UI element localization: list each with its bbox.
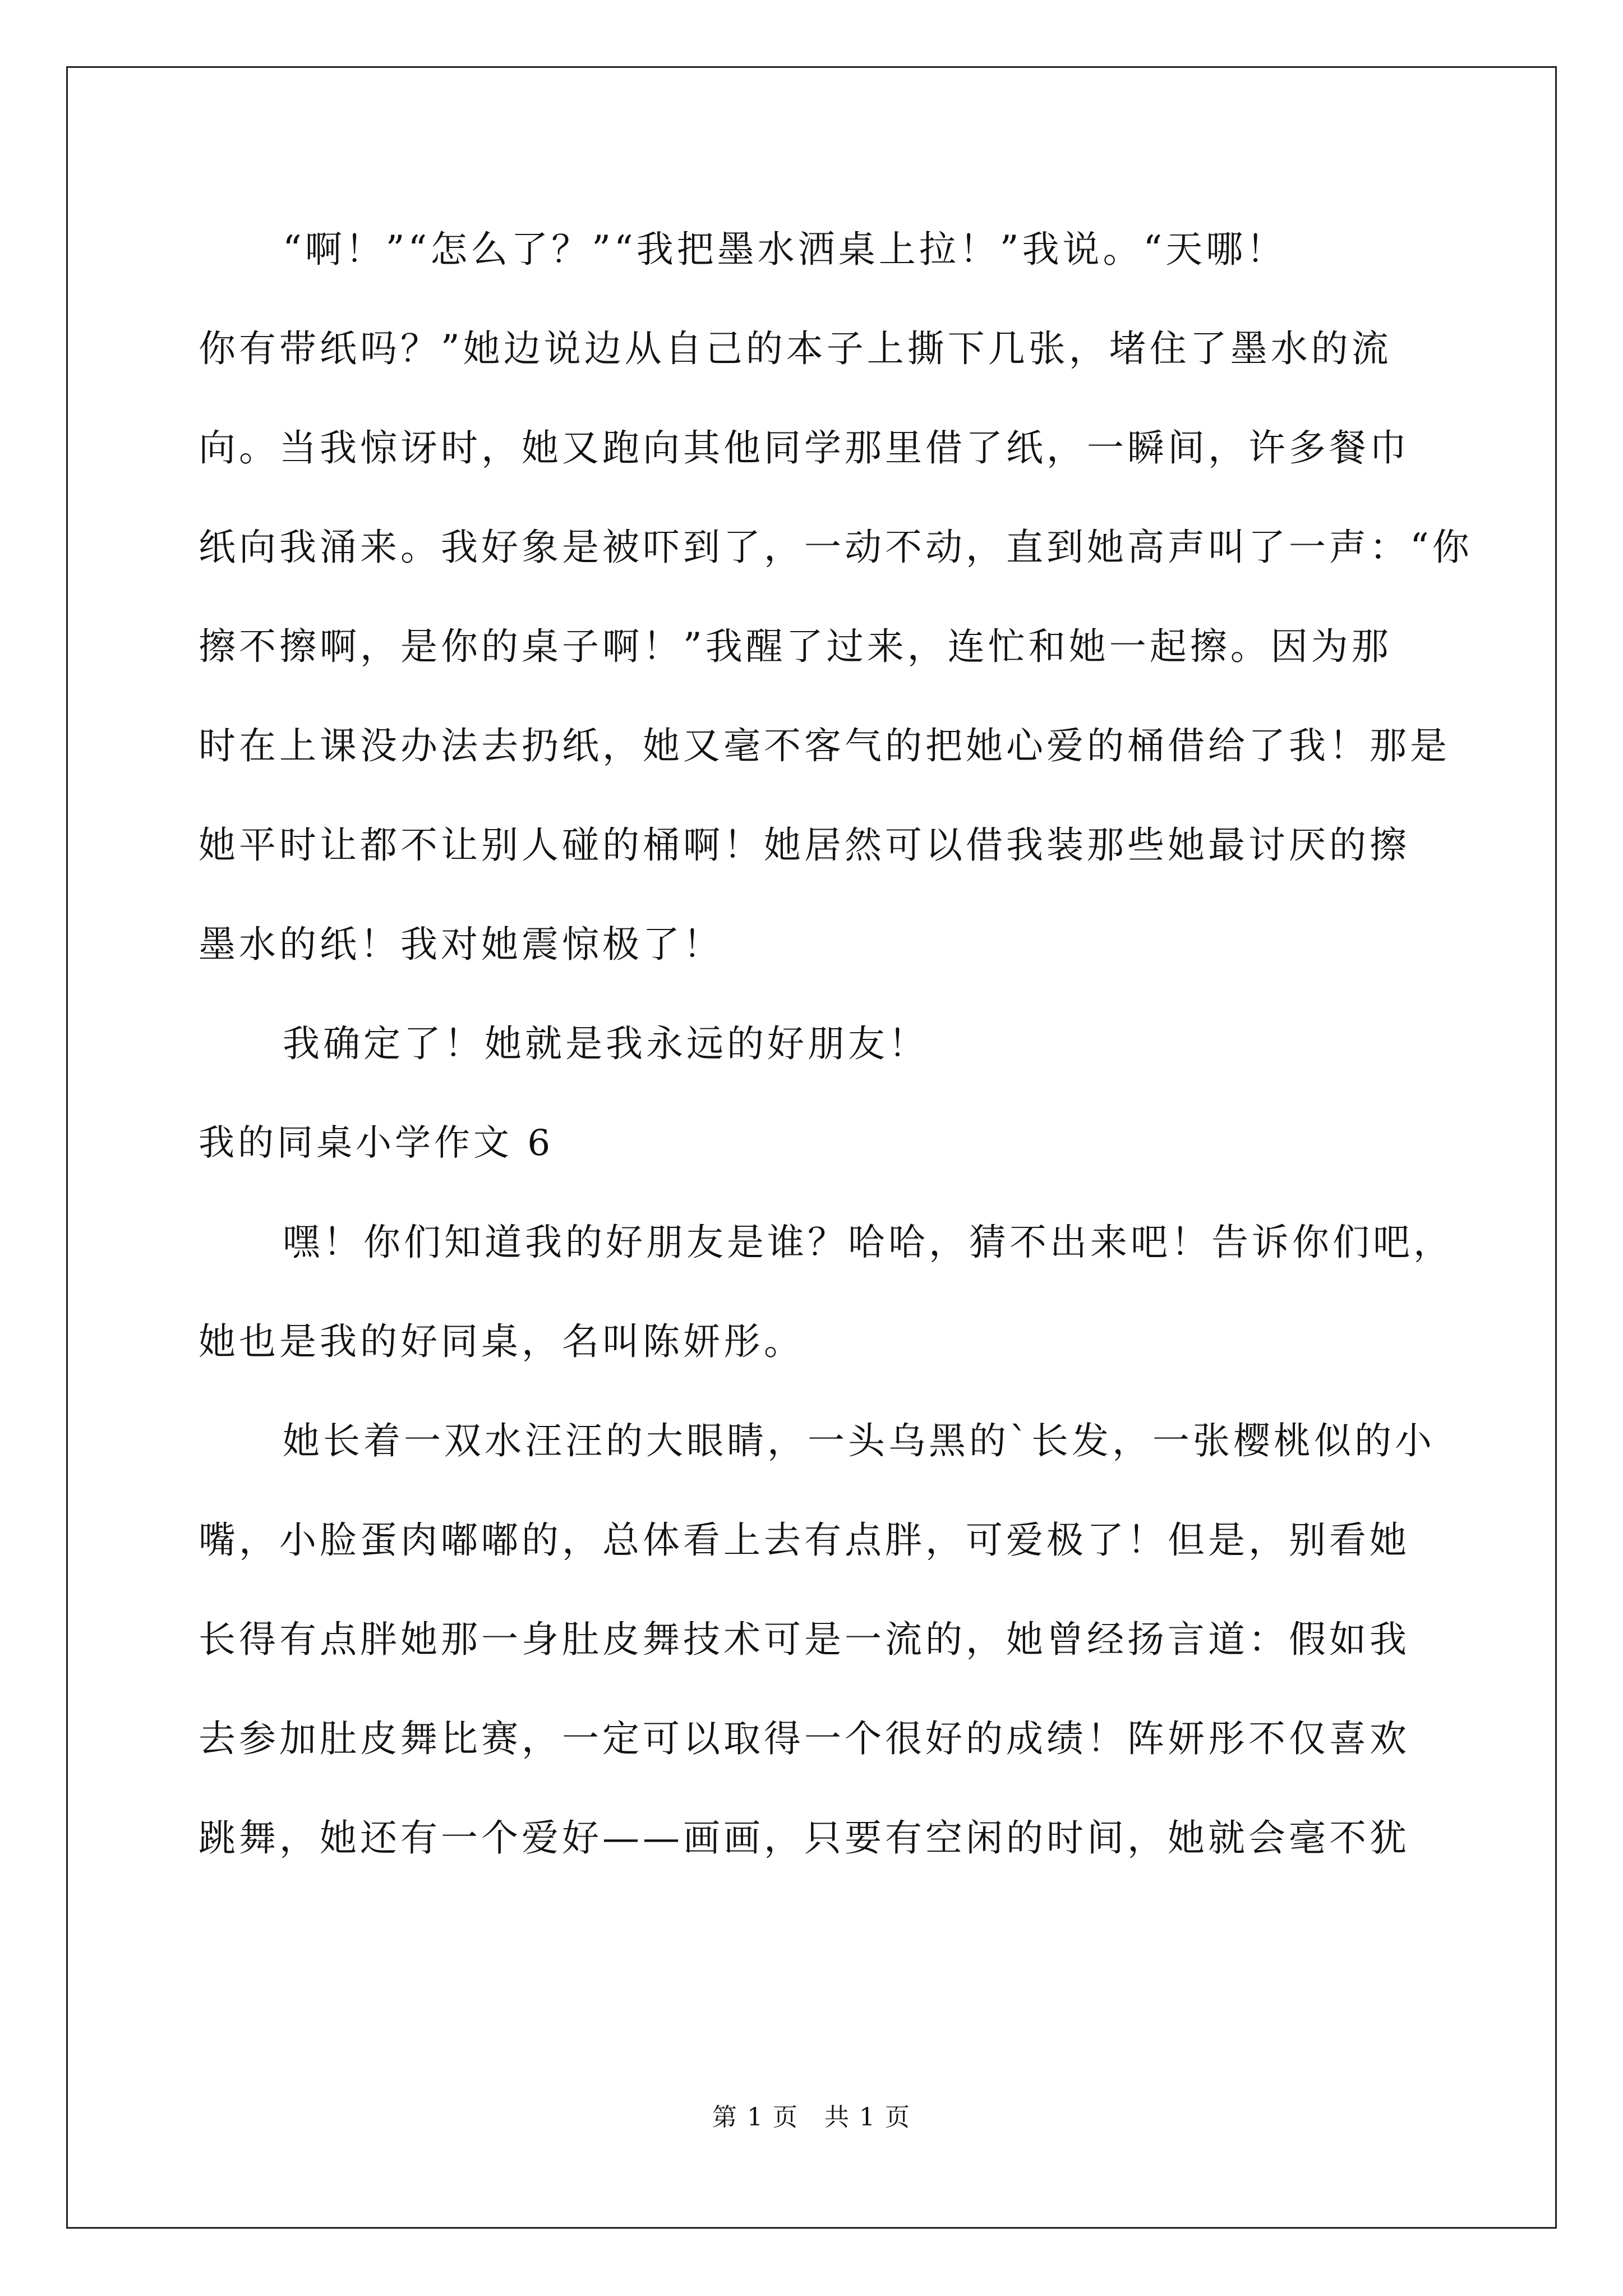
paragraph-line: 向。当我惊讶时，她又跑向其他同学那里借了纸，一瞬间，许多餐巾 [199,426,1410,470]
paragraph-line: 嘿！你们知道我的好朋友是谁？哈哈，猜不出来吧！告诉你们吧， [283,1221,1454,1264]
document-body [199,213,1473,1901]
paragraph-line: 你有带纸吗？”她边说边从自己的本子上撕下几张，堵住了墨水的流 [199,327,1392,370]
section-heading: 我的同桌小学作文 6 [199,1122,554,1164]
paragraph-line: 她长着一双水汪汪的大眼睛，一头乌黑的`长发，一张樱桃似的小 [283,1419,1435,1462]
paragraph-line: 她也是我的好同桌，名叫陈妍彤。 [199,1320,804,1363]
paragraph-line: 我确定了！她就是我永远的好朋友！ [283,1022,929,1065]
page-footer: 第 1 页 共 1 页 [712,2103,911,2132]
paragraph-line: 墨水的纸！我对她震惊极了！ [199,923,723,966]
paragraph-line: 纸向我涌来。我好象是被吓到了，一动不动，直到她高声叫了一声：“你 [199,526,1473,569]
paragraph-line: 跳舞，她还有一个爱好——画画，只要有空闲的时间，她就会毫不犹 [199,1816,1410,1860]
paragraph-line: 擦不擦啊，是你的桌子啊！”我醒了过来，连忙和她一起擦。因为那 [199,625,1392,668]
paragraph-line: 她平时让都不让别人碰的桶啊！她居然可以借我装那些她最讨厌的擦 [199,823,1410,867]
paragraph-line: 嘴，小脸蛋肉嘟嘟的，总体看上去有点胖，可爱极了！但是，别看她 [199,1519,1410,1562]
paragraph-line: 去参加肚皮舞比赛，一定可以取得一个很好的成绩！阵妍彤不仅喜欢 [199,1717,1410,1760]
paragraph-line: 时在上课没办法去扔纸，她又毫不客气的把她心爱的桶借给了我！那是 [199,724,1450,767]
paragraph-line: “啊！”“怎么了？”“我把墨水洒桌上拉！”我说。“天哪！ [283,228,1287,271]
paragraph-line: 长得有点胖她那一身肚皮舞技术可是一流的，她曾经扬言道：假如我 [199,1618,1410,1661]
